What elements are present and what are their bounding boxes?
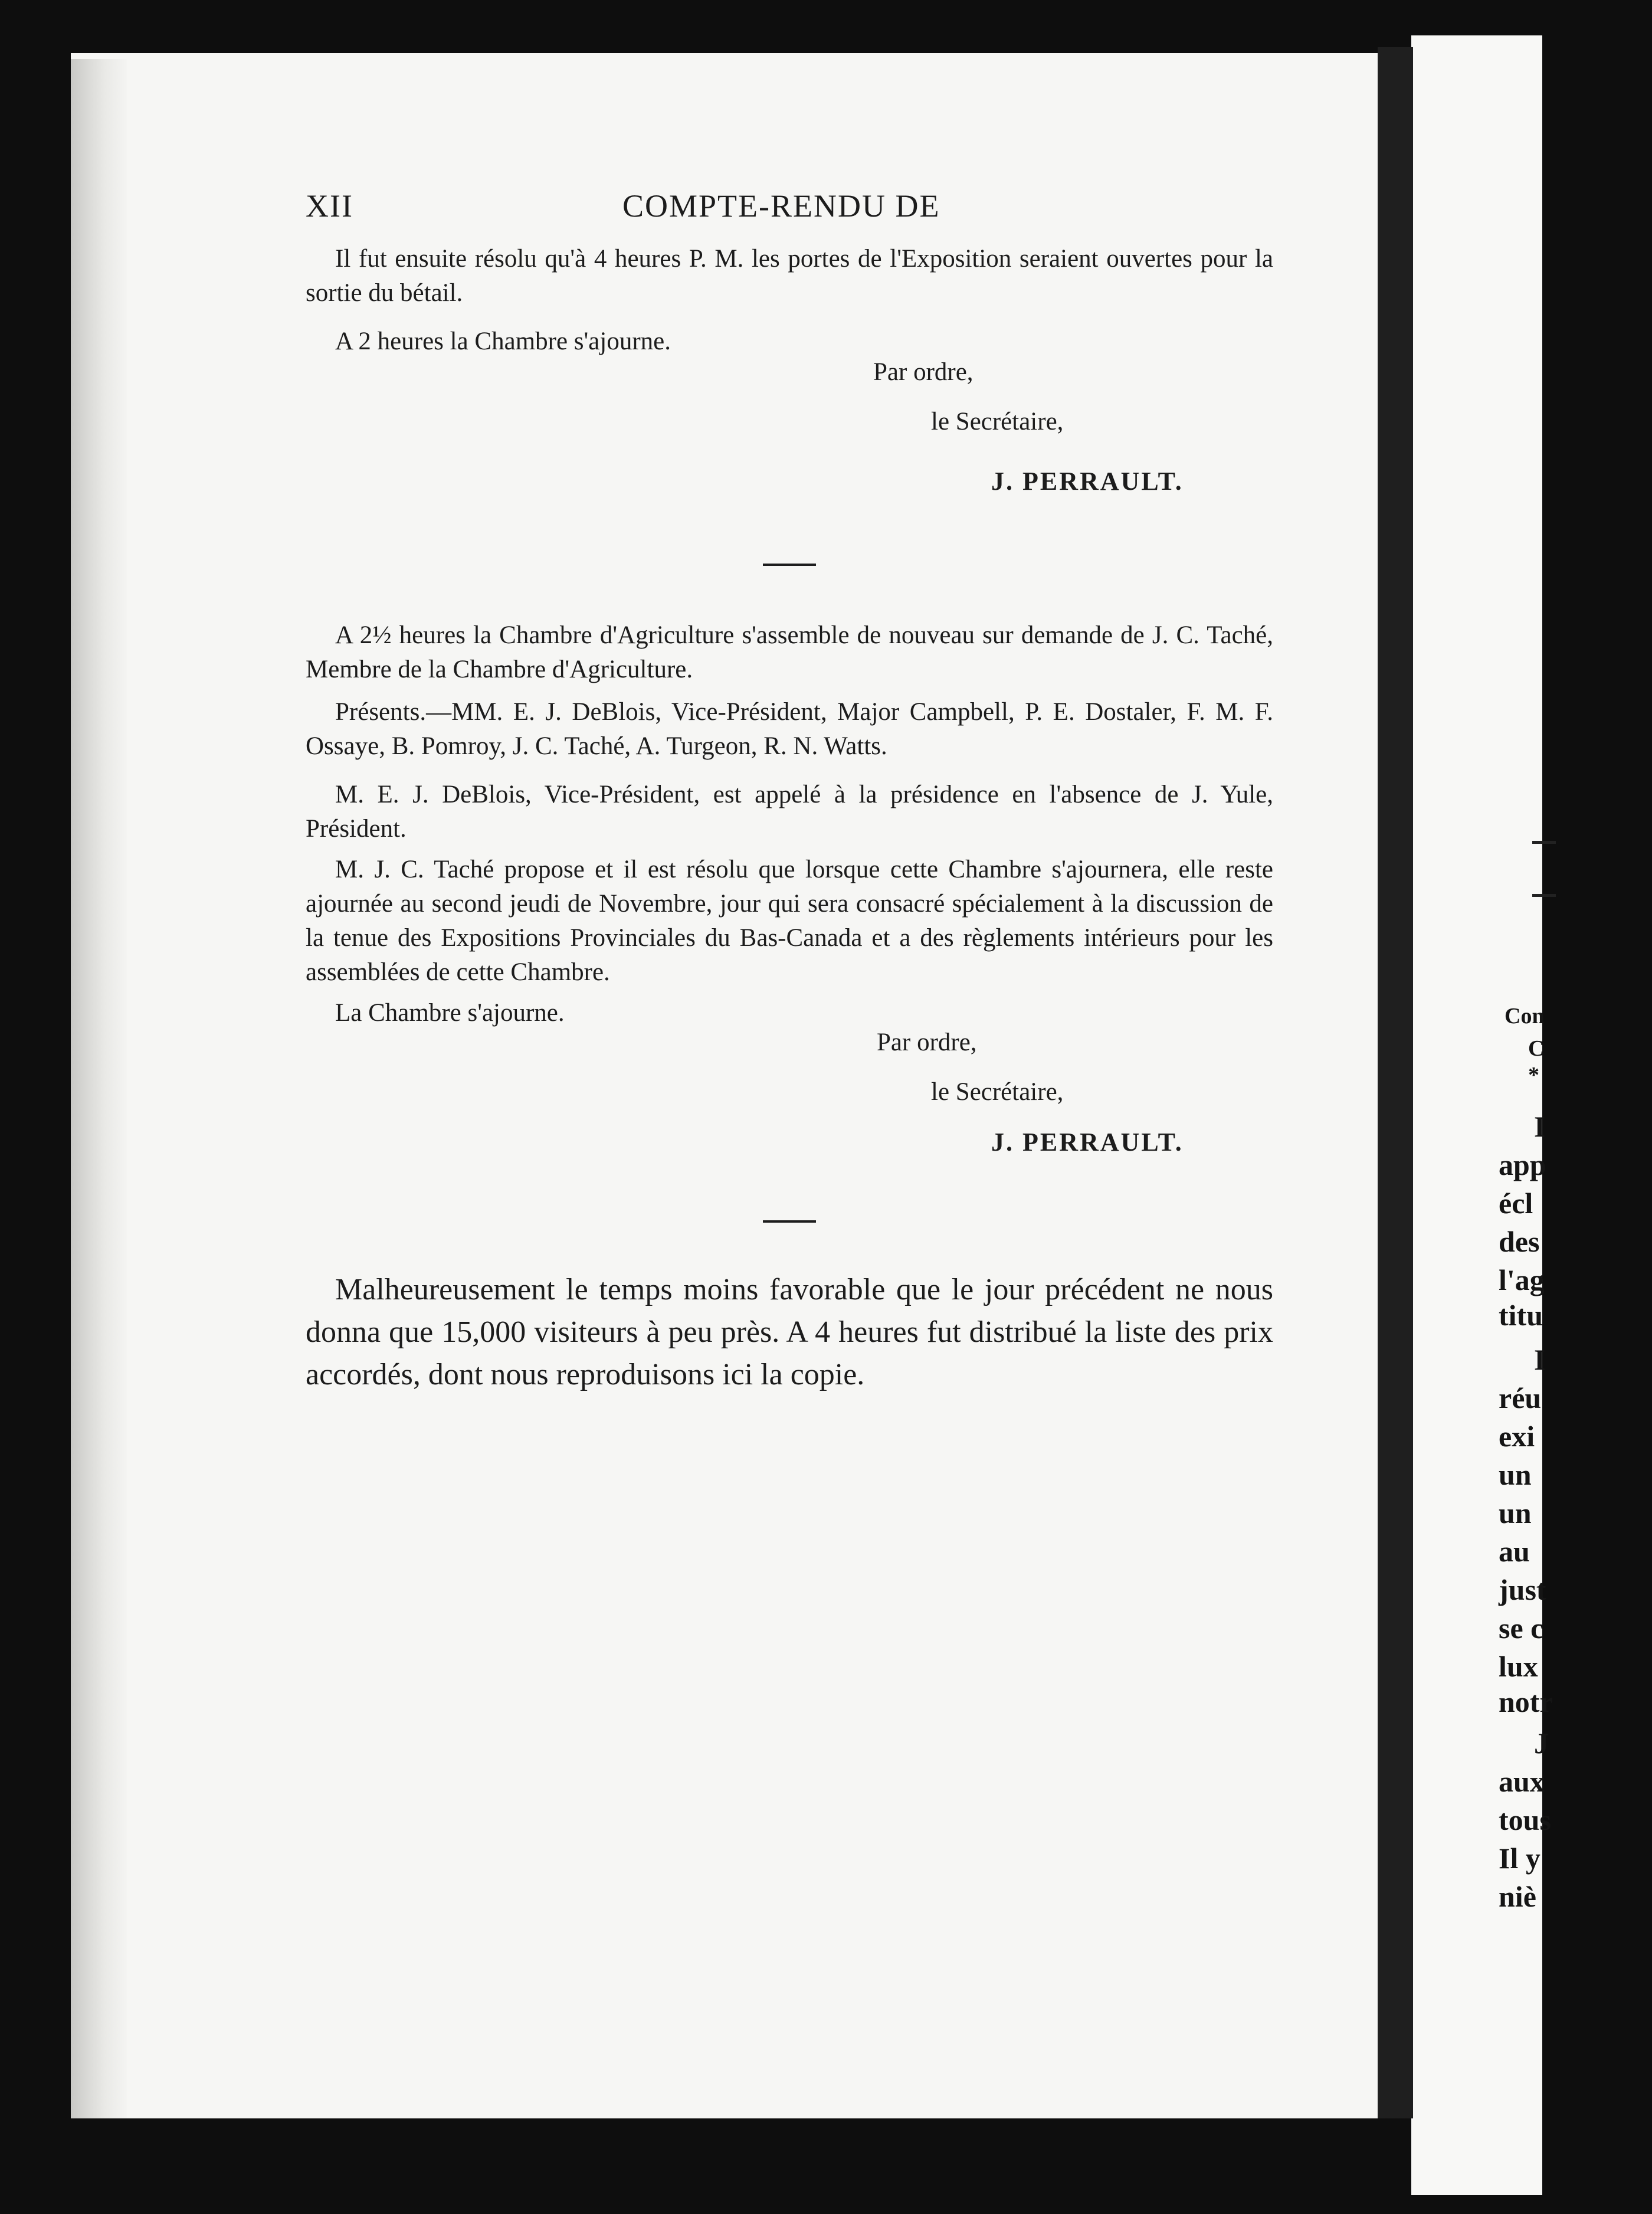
adjacent-page-fragment: just [1499, 1573, 1546, 1606]
adjacent-page-fragment: C [1528, 1036, 1545, 1061]
adjacent-page-rule [1532, 894, 1556, 897]
adjacent-page-rule [1532, 841, 1556, 844]
section2-paragraph-3: M. E. J. DeBlois, Vice-Président, est appelé à la présidence en l'absence de J. Yule, Président. [306, 781, 1273, 843]
adjacent-page-fragment: l'ag [1499, 1263, 1545, 1296]
adjacent-page-fragment: exi [1499, 1420, 1535, 1453]
page-gutter-shadow [71, 59, 127, 2118]
adjacent-page-fragment: Il y [1499, 1842, 1540, 1875]
closing-paragraph: Malheureusement le temps moins favorable que le jour précédent ne nous donna que 15,000 visiteurs à peu près. A 4 heures fut distribué la liste des prix accordés, dont nous reproduisons ici la copie. [306, 1273, 1273, 1391]
adjacent-page-fragment: I [1534, 1110, 1546, 1143]
signature-par-ordre-2: Par ordre, [877, 1029, 977, 1056]
page [71, 53, 1381, 2118]
signature-par-ordre: Par ordre, [873, 358, 974, 386]
adjacent-page-fragment: app [1499, 1148, 1546, 1181]
adjacent-page [1411, 35, 1553, 2195]
book-spine [1378, 47, 1413, 2118]
adjacent-page-fragment: un [1499, 1458, 1532, 1491]
section2-paragraph-1: A 2½ heures la Chambre d'Agriculture s'assemble de nouveau sur demande de J. C. Taché, Membre de la Chambre d'Agriculture. [306, 621, 1273, 683]
section-separator-2 [763, 1220, 816, 1223]
adjacent-page-fragment: écl [1499, 1187, 1533, 1220]
section2-paragraph-resolution: M. J. C. Taché propose et il est résolu que lorsque cette Chambre s'ajournera, elle reste ajournée au second jeudi de Novembre, jour qui sera consacré spécialement à la discussion de la tenue des Expositions Provinciales du Bas-Canada et a des règlements intérieurs pour les assemblées de cette Chambre. [306, 856, 1273, 986]
section2-paragraph-attendees: Présents.—MM. E. J. DeBlois, Vice-Président, Major Campbell, P. E. Dostaler, F. M. F. Ossaye, B. Pomroy, J. C. Taché, A. Turgeon, R. N. Watts. [306, 698, 1273, 760]
adjacent-page-fragment: J [1534, 1727, 1549, 1760]
section2-paragraph-5: La Chambre s'ajourne. [335, 999, 565, 1027]
section-separator [763, 564, 816, 566]
page-number: XII [306, 188, 353, 224]
adjacent-page-fragment: * [1528, 1063, 1539, 1088]
adjacent-page-fragment: des [1499, 1225, 1540, 1258]
adjacent-page-fragment: Con [1504, 1004, 1545, 1029]
adjacent-page-fragment: niè [1499, 1880, 1536, 1913]
adjacent-page-fragment: I [1534, 1343, 1546, 1376]
adjacent-page-fragment: réu [1499, 1381, 1542, 1414]
adjacent-page-fragment: se c [1499, 1612, 1544, 1645]
signature-name-2: J. PERRAULT. [991, 1128, 1184, 1157]
page-header [306, 188, 1273, 223]
adjacent-page-fragment: notr [1499, 1685, 1553, 1718]
section1-paragraph-1: Il fut ensuite résolu qu'à 4 heures P. M. les portes de l'Exposition seraient ouvertes pour la sortie du bétail. [306, 245, 1273, 307]
adjacent-page-fragment: un [1499, 1496, 1532, 1530]
adjacent-page-fragment: au [1499, 1535, 1530, 1568]
section1-paragraph-2: A 2 heures la Chambre s'ajourne. [335, 327, 671, 355]
signature-name: J. PERRAULT. [991, 467, 1184, 496]
adjacent-page-fragment: titu [1499, 1299, 1543, 1332]
adjacent-page-fragment: tous [1499, 1803, 1551, 1836]
adjacent-page-fragment: lux [1499, 1650, 1538, 1683]
running-title: COMPTE-RENDU DE [622, 188, 940, 224]
signature-title: le Secrétaire, [931, 408, 1064, 435]
signature-title-2: le Secrétaire, [931, 1078, 1064, 1106]
adjacent-page-fragment: aux [1499, 1765, 1545, 1798]
